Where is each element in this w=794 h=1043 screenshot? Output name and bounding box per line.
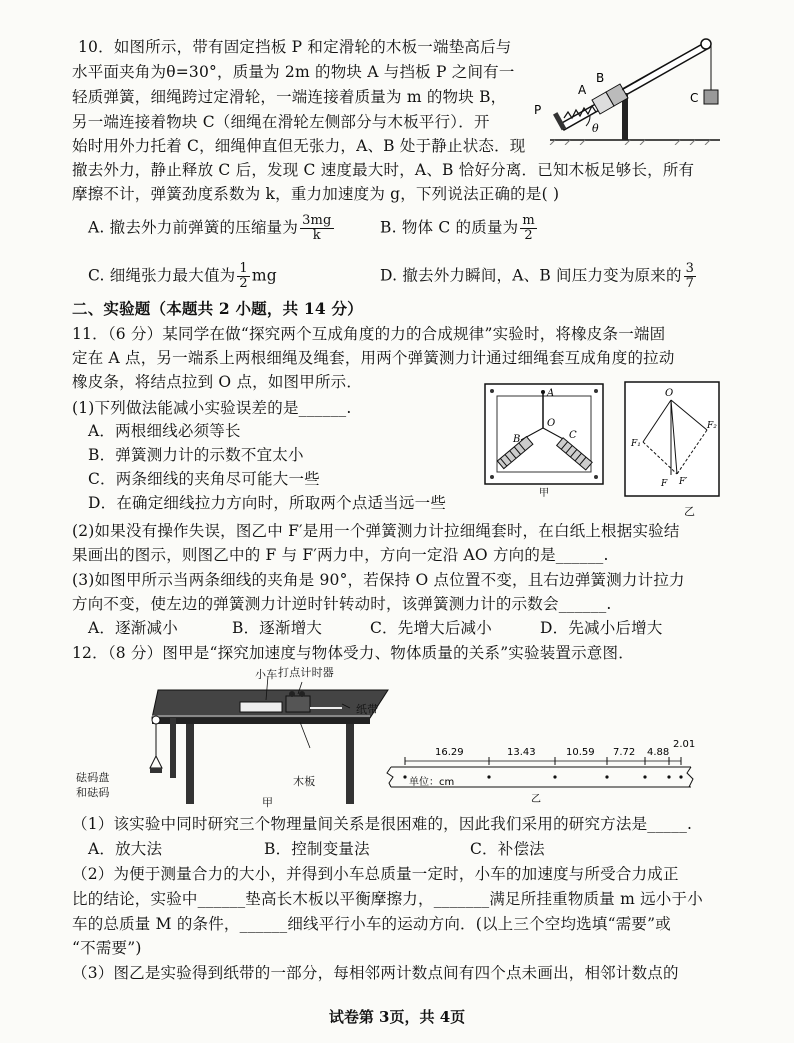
q10-line-7: 摩擦不计，弹簧劲度系数为 k，重力加速度为 g，下列说法正确的是( ): [72, 185, 560, 203]
q12-sub3: （3）图乙是实验得到纸带的一部分，每相邻两计数点间有四个点未画出，相邻计数点的: [72, 964, 679, 982]
section-heading: 二、实验题（本题共 2 小题，共 14 分）: [72, 299, 363, 318]
q11-opt-d: D．在确定细线拉力方向时，所取两个点适当远一些: [88, 494, 447, 512]
frac-num: 3: [685, 261, 695, 276]
q12-sub1-opt-b: B．控制变量法: [264, 840, 370, 858]
frac-num: 3mg: [302, 213, 332, 228]
q10-option-b-text: B. 物体 C 的质量为: [380, 218, 519, 237]
tape-value-5: 4.88: [647, 747, 670, 758]
q11-sub1: (1)下列做法能减小实验误差的是______.: [72, 399, 352, 417]
q10-option-c-fraction: [237, 262, 249, 291]
jia-label-O: O: [547, 418, 556, 429]
q10-line-4: 另一端连接着物块 C（细绳在滑轮左侧部分与木板平行）．开: [72, 113, 490, 131]
page-footer: 试卷第 3页，共 4页: [328, 1008, 466, 1026]
q11-opt-b: B．弹簧测力计的示数不宜太小: [88, 446, 304, 464]
label-P: P: [534, 103, 542, 117]
q10-option-a: [88, 214, 336, 243]
frac-num: 1: [239, 261, 248, 276]
q11-sub3-line-2: 方向不变，使左边的弹簧测力计逆时针转动时，该弹簧测力计的示数会______.: [72, 595, 612, 613]
yi-caption: 乙: [684, 505, 696, 518]
figure-cart-setup: [70, 660, 400, 810]
q12-sub1: （1）该实验中同时研究三个物理量间关系是很困难的，因此我们采用的研究方法是_____.: [72, 815, 693, 833]
q10-line-1: 10．如图所示，带有固定挡板 P 和定滑轮的木板一端垫高后与: [78, 38, 512, 56]
q10-option-c-text: C. 细绳张力最大值为: [88, 266, 236, 285]
q10-option-d-fraction: [684, 262, 696, 291]
yi-label-O: O: [665, 388, 674, 399]
q10-line-6: 撤去外力，静止释放 C 后，发现 C 速度最大时，A、B 恰好分离．已知木板足够长，所有: [72, 161, 695, 179]
q10-option-d: [380, 262, 698, 291]
label-timer: 打点计时器: [278, 666, 334, 679]
q12-line-1: 12．（8 分）图甲是“探究加速度与物体受力、物体质量的关系”实验装置示意图．: [72, 644, 634, 662]
jia-label-A: A: [547, 388, 555, 399]
q12-sub2-line-2: 比的结论，实验中______垫高长木板以平衡摩擦力，_______满足所挂重物质量 m 远小于小: [72, 890, 703, 908]
q12-sub1-opt-a: A．放大法: [88, 840, 163, 858]
label-theta: θ: [592, 122, 599, 135]
tape-value-2: 13.43: [507, 747, 536, 758]
q10-option-c: [88, 262, 277, 291]
q10-line-3: 轻质弹簧，细绳跨过定滑轮，一端连接着质量为 m 的物块 B，: [72, 88, 507, 106]
figure-yi: [623, 380, 723, 500]
frac-den: k: [312, 228, 321, 243]
q10-option-a-fraction: [300, 214, 334, 243]
label-C: C: [690, 91, 699, 105]
q11-line-1: 11．（6 分）某同学在做“探究两个互成角度的力的合成规律”实验时，将橡皮条一端固: [72, 325, 666, 343]
q10-option-a-text: A. 撤去外力前弹簧的压缩量为: [88, 218, 299, 237]
frac-num: m: [522, 213, 535, 228]
q10-line-5: 始时用外力托着 C，细绳伸直但无张力，A、B 处于静止状态．现: [72, 137, 526, 155]
q12-sub2-line-3: 车的总质量 M 的条件，______细线平行小车的运动方向．(以上三个空均选填“需要”或: [72, 915, 671, 933]
frac-den: 2: [524, 228, 533, 243]
tape-value-1: 16.29: [435, 747, 464, 758]
incline-figure: [530, 30, 730, 145]
q12-sub2-line-1: （2）为便于测量合力的大小，并得到小车总质量一定时，小车的加速度与所受合力成正: [72, 865, 679, 883]
tape-value-4: 7.72: [613, 747, 636, 758]
label-A: A: [578, 83, 587, 97]
caption-jia: 甲: [262, 796, 274, 809]
jia-label-B: B: [513, 434, 521, 445]
yi-label-F: F: [661, 479, 668, 489]
caption-yi: 乙: [531, 794, 541, 805]
jia-caption: 甲: [539, 488, 549, 499]
q11-line-3: 橡皮条，将结点拉到 O 点，如图甲所示．: [72, 373, 363, 391]
frac-den: 7: [685, 276, 695, 291]
figure-jia: [483, 382, 608, 500]
q10-option-d-text: D. 撤去外力瞬间，A、B 间压力变为原来的: [380, 266, 682, 285]
label-weights: 砝码盘: [76, 771, 110, 784]
q11-sub3-opt-c: C．先增大后减小: [370, 619, 492, 637]
q11-line-2: 定在 A 点，另一端系上两根细绳及绳套，用两个弹簧测力计通过细绳套互成角度的拉动: [72, 349, 675, 367]
q10-line-2: 水平面夹角为θ=30°，质量为 2m 的物块 A 与挡板 P 之间有一: [72, 63, 515, 81]
label-B: B: [596, 71, 605, 85]
q11-sub2-line-2: 果画出的图示，则图乙中的 F 与 F′两力中，方向一定沿 AO 方向的是______.: [72, 546, 609, 564]
label-cart: 小车: [255, 668, 278, 681]
q11-opt-c: C．两条细线的夹角尽可能大一些: [88, 470, 320, 488]
yi-label-Fp: F′: [679, 477, 688, 487]
tape-unit: 单位：cm: [409, 777, 455, 788]
q10-option-b: [380, 214, 539, 243]
figure-tape: [385, 735, 705, 805]
tape-value-6: 2.01: [673, 739, 696, 750]
q12-sub2-line-4: “不需要”): [72, 939, 142, 957]
label-weights-2: 和砝码: [76, 786, 110, 799]
q11-opt-a: A．两根细线必须等长: [88, 422, 241, 440]
q11-sub3-opt-a: A．逐渐减小: [88, 619, 178, 637]
yi-label-F2: F₂: [707, 421, 717, 431]
yi-label-F1: F₁: [631, 439, 641, 449]
q11-sub3-opt-b: B．逐渐增大: [232, 619, 323, 637]
q11-sub2-line-1: (2)如果没有操作失误，图乙中 F′是用一个弹簧测力计拉细绳套时，在白纸上根据实验结: [72, 522, 680, 540]
q12-sub1-opt-c: C．补偿法: [470, 840, 545, 858]
frac-den: 2: [239, 276, 248, 291]
jia-label-C: C: [569, 430, 577, 441]
q11-sub3-opt-d: D．先减小后增大: [540, 619, 663, 637]
q10-option-c-suffix: mg: [251, 266, 277, 285]
tape-value-3: 10.59: [566, 747, 595, 758]
q10-option-b-fraction: [520, 214, 537, 243]
q11-sub3-line-1: (3)如图甲所示当两条细线的夹角是 90°，若保持 O 点位置不变，且右边弹簧测力计拉力: [72, 571, 685, 589]
label-tape: 纸带: [356, 703, 379, 716]
label-board: 木板: [293, 775, 316, 788]
